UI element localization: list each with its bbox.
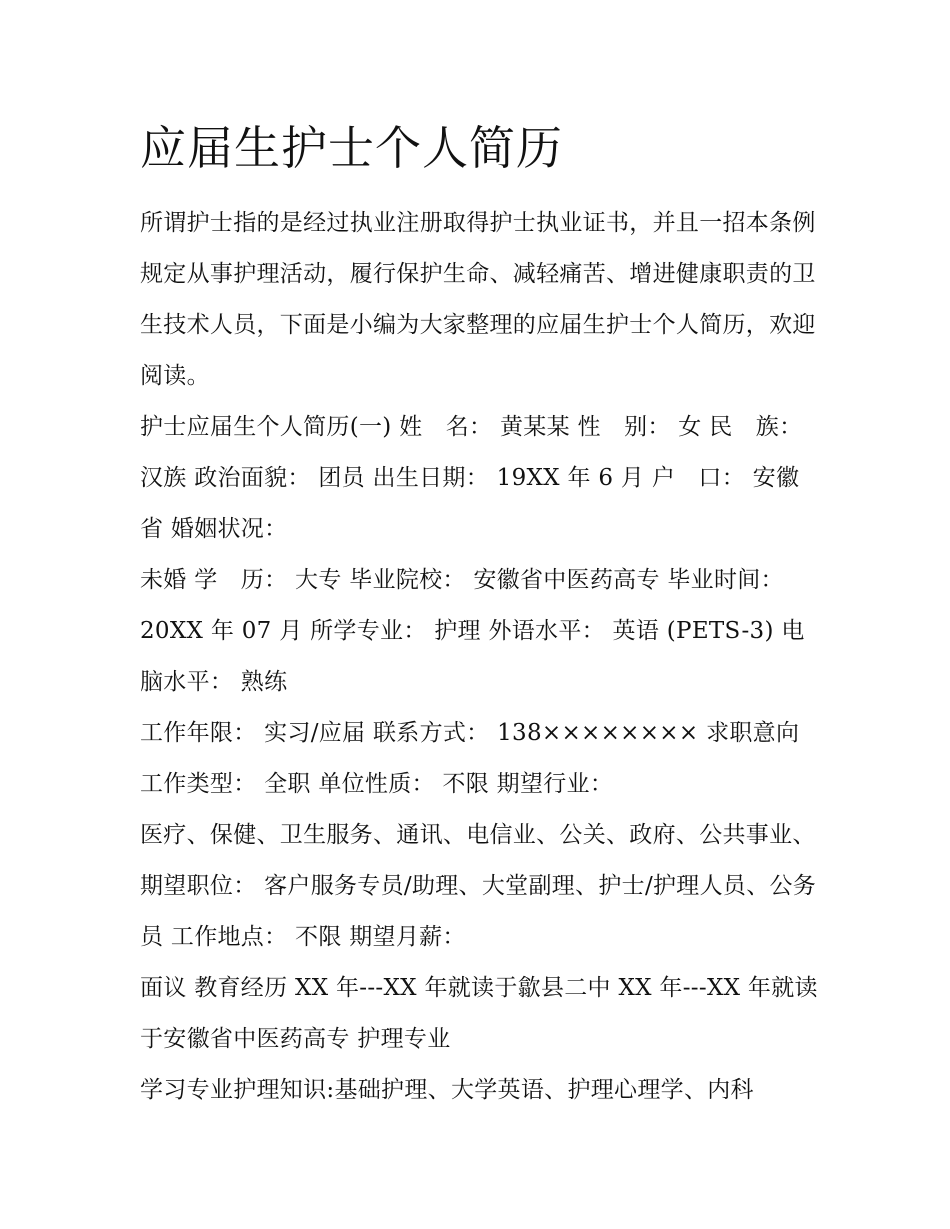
expected-position-paragraph: 医疗、保健、卫生服务、通讯、电信业、公关、政府、公共事业、 期望职位： 客户服务专员/助理、大堂副理、护士/护理人员、公务员 工作地点： 不限 期望月薪： xyxy=(140,822,817,950)
document-page xyxy=(140,118,820,1116)
job-intent-paragraph: 工作年限： 实习/应届 联系方式： 138×××××××× 求职意向 工作类型： 全职 单位性质： 不限 期望行业： xyxy=(140,720,800,797)
document-title: 应届生护士个人简历 xyxy=(140,121,563,175)
courses-paragraph: 学习专业护理知识:基础护理、大学英语、护理心理学、内科 xyxy=(140,1077,754,1103)
education-info-paragraph: 未婚 学 历： 大专 毕业院校： 安徽省中医药高专 毕业时间： 20XX 年 07 月 所学专业： 护理 外语水平： 英语 (PETS-3) 电脑水平： 熟练 xyxy=(140,567,805,695)
education-history-paragraph: 面议 教育经历 XX 年---XX 年就读于歙县二中 XX 年---XX 年就读于安徽省中医药高专 护理专业 xyxy=(140,975,818,1052)
personal-info-paragraph: 护士应届生个人简历(一) 姓 名： 黄某某 性 别： 女 民 族： 汉族 政治面貌： 团员 出生日期： 19XX 年 6 月 户 口： 安徽省 婚姻状况： xyxy=(140,414,803,542)
intro-paragraph: 所谓护士指的是经过执业注册取得护士执业证书，并且一招本条例规定从事护理活动，履行保护生命、减轻痛苦、增进健康职责的卫生技术人员，下面是小编为大家整理的应届生护士个人简历，欢迎阅读。 xyxy=(140,210,816,389)
